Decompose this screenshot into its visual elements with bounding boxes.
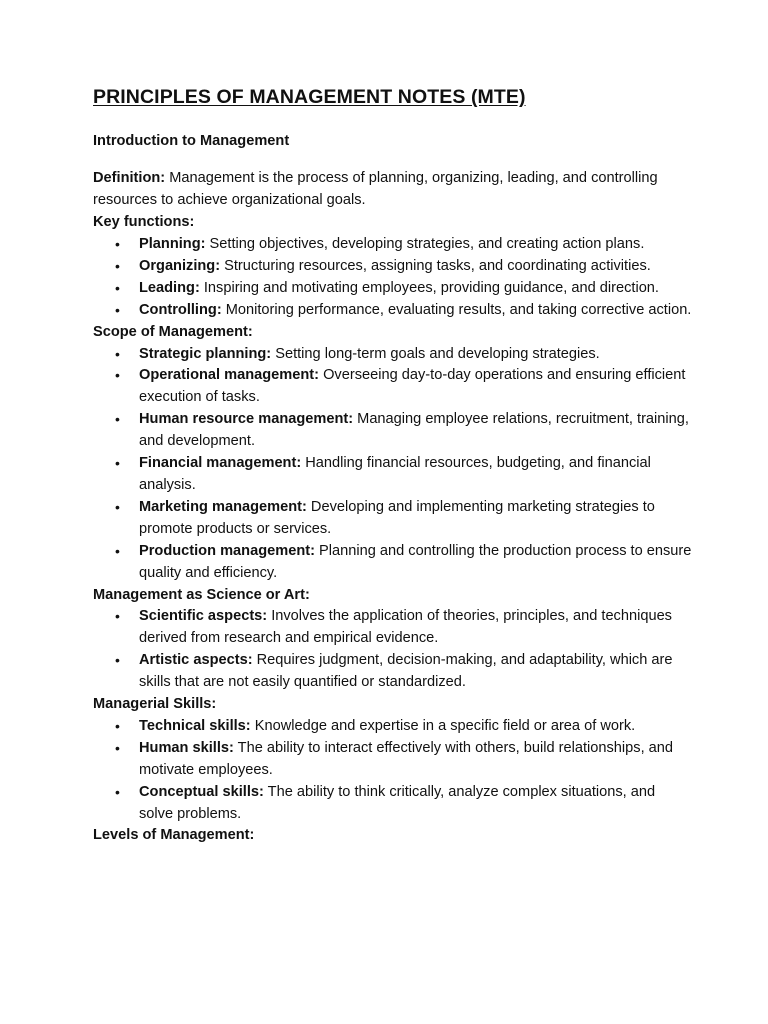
bullet-icon: • xyxy=(115,411,120,428)
bullet-list xyxy=(93,344,693,585)
list-item xyxy=(93,256,693,278)
bullet-list xyxy=(93,716,693,826)
item-text: The ability to interact effectively with others, build relationships, and motivate employees. xyxy=(139,739,674,778)
item-term: Technical skills: xyxy=(139,717,251,734)
bullet-icon: • xyxy=(115,345,120,362)
definition-text: Management is the process of planning, organizing, leading, and controlling resources to achieve organizational goals. xyxy=(93,170,658,209)
item-term: Financial management: xyxy=(139,455,302,472)
list-item xyxy=(93,234,693,256)
item-term: Strategic planning: xyxy=(139,345,272,362)
item-term: Human skills: xyxy=(139,739,234,756)
section-heading: Management as Science or Art: xyxy=(93,586,310,603)
list-item xyxy=(93,782,693,826)
list-item xyxy=(93,300,693,322)
item-term: Conceptual skills: xyxy=(139,783,264,800)
item-text: Handling financial resources, budgeting, and financial analysis. xyxy=(139,455,651,493)
bullet-icon: • xyxy=(115,717,120,734)
item-text: Monitoring performance, evaluating results, and taking corrective action. xyxy=(221,301,692,318)
list-item xyxy=(93,497,693,541)
bullet-icon: • xyxy=(115,608,120,625)
item-term: Human resource management: xyxy=(139,411,354,428)
item-text: Knowledge and expertise in a specific field or area of work. xyxy=(250,717,636,734)
bullet-icon: • xyxy=(115,739,120,756)
document-page xyxy=(93,86,693,847)
list-item xyxy=(93,716,693,738)
list-item xyxy=(93,738,693,782)
item-text: Involves the application of theories, principles, and techniques derived from research and empirical evidence. xyxy=(139,608,672,647)
bullet-icon: • xyxy=(115,783,120,800)
item-term: Scientific aspects: xyxy=(139,608,268,625)
item-term: Artistic aspects: xyxy=(139,652,253,669)
item-term: Operational management: xyxy=(139,367,320,384)
page-title: PRINCIPLES OF MANAGEMENT NOTES (MTE) xyxy=(93,86,526,108)
item-text: Setting objectives, developing strategies, and creating action plans. xyxy=(205,236,645,252)
list-item xyxy=(93,344,693,366)
bullet-icon: • xyxy=(115,367,120,384)
item-term: Controlling: xyxy=(139,301,222,318)
list-item xyxy=(93,541,693,585)
item-text: Inspiring and motivating employees, providing guidance, and direction. xyxy=(199,279,659,296)
item-text: Overseeing day-to-day operations and ensuring efficient execution of tasks. xyxy=(139,367,686,406)
list-item xyxy=(93,278,693,300)
item-text: Setting long-term goals and developing strategies. xyxy=(271,345,600,362)
section-heading: Managerial Skills: xyxy=(93,696,217,713)
bullet-icon: • xyxy=(115,498,120,515)
list-item xyxy=(93,409,693,453)
bullet-icon: • xyxy=(115,236,120,252)
section-heading: Scope of Management: xyxy=(93,323,253,340)
item-term: Organizing: xyxy=(139,257,221,274)
bullet-icon: • xyxy=(115,542,120,559)
section-heading: Key functions: xyxy=(93,214,195,231)
bullet-list xyxy=(93,606,693,694)
list-item xyxy=(93,606,693,650)
notes-sections xyxy=(93,212,693,847)
item-text: Structuring resources, assigning tasks, and coordinating activities. xyxy=(220,257,651,274)
list-item xyxy=(93,365,693,409)
item-term: Leading: xyxy=(139,279,200,296)
item-text: Developing and implementing marketing strategies to promote products or services. xyxy=(139,498,655,537)
definition-label: Definition: xyxy=(93,170,166,187)
bullet-list xyxy=(93,234,693,322)
bullet-icon: • xyxy=(115,257,120,274)
list-item xyxy=(93,453,693,497)
item-text: Managing employee relations, recruitment, training, and development. xyxy=(139,411,689,450)
list-item xyxy=(93,650,693,694)
bullet-icon: • xyxy=(115,279,120,296)
definition-paragraph xyxy=(93,168,693,212)
item-text: The ability to think critically, analyze complex situations, and solve problems. xyxy=(139,783,656,822)
bullet-icon: • xyxy=(115,652,120,669)
item-text: Requires judgment, decision-making, and adaptability, which are skills that are not easily quantified or standardized. xyxy=(139,652,673,691)
document-subtitle: Introduction to Management xyxy=(93,133,290,150)
item-term: Production management: xyxy=(139,542,315,559)
bullet-icon: • xyxy=(115,301,120,318)
item-term: Marketing management: xyxy=(139,498,307,515)
bullet-icon: • xyxy=(115,455,120,472)
item-text: Planning and controlling the production process to ensure quality and efficiency. xyxy=(139,542,692,581)
section-heading: Levels of Management: xyxy=(93,827,255,844)
item-term: Planning: xyxy=(139,236,206,252)
